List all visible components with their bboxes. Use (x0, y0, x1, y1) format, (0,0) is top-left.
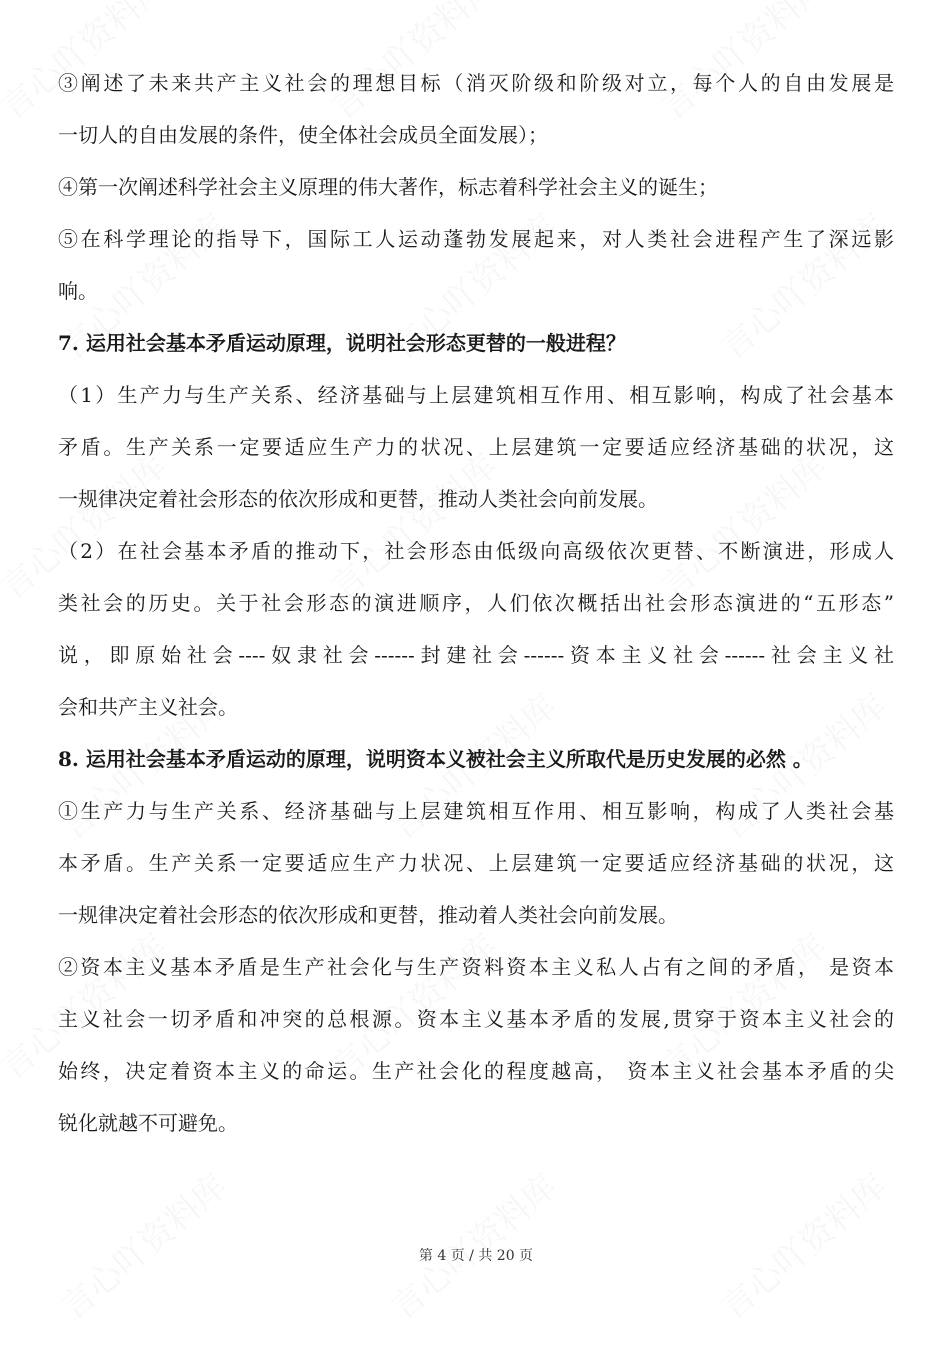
text-line: ①生产力与生产关系、经济基础与上层建筑相互作用、相互影响，构成了人类社会基 (58, 799, 894, 823)
document-body (58, 57, 894, 1149)
text-line: 一规律决定着社会形态的依次形成和更替，推动着人类社会向前发展。 (58, 903, 678, 927)
text-line: 本矛盾。生产关系一定要适应生产力状况、上层建筑一定要适应经济基础的状况，这 (58, 851, 894, 875)
paragraph (58, 369, 894, 525)
paragraph (58, 785, 894, 941)
text-line: 始终，决定着资本主义的命运。生产社会化的程度越高， 资本主义社会基本矛盾的尖 (58, 1059, 894, 1083)
text-line: ②资本主义基本矛盾是生产社会化与生产资料资本主义私人占有之间的矛盾， 是资本 (58, 955, 894, 979)
text-line: 一规律决定着社会形态的依次形成和更替，推动人类社会向前发展。 (58, 487, 658, 511)
text-line: 7. 运用社会基本矛盾运动原理，说明社会形态更替的一般进程？ (58, 331, 626, 355)
paragraph (58, 213, 894, 317)
text-line: ③阐述了未来共产主义社会的理想目标（消灭阶级和阶级对立，每个人的自由发展是 (58, 71, 894, 95)
paragraph (58, 525, 894, 733)
text-line: 主义社会一切矛盾和冲突的总根源。资本主义基本矛盾的发展,贯穿于资本主义社会的 (58, 1007, 894, 1031)
text-line: （2）在社会基本矛盾的推动下，社会形态由低级向高级依次更替、不断演进，形成人 (58, 539, 894, 563)
text-line: 一切人的自由发展的条件，使全体社会成员全面发展）； (58, 123, 548, 147)
question-heading (58, 733, 894, 785)
text-line: 矛盾。生产关系一定要适应生产力的状况、上层建筑一定要适应经济基础的状况，这 (58, 435, 894, 459)
text-line: 8. 运用社会基本矛盾运动的原理，说明资本义被社会主义所取代是历史发展的必然 。 (58, 747, 813, 771)
page-footer: 第 4 页 / 共 20 页 (418, 1248, 534, 1264)
paragraph (58, 941, 894, 1149)
text-line: 锐化就越不可避免。 (58, 1111, 238, 1135)
paragraph (58, 161, 894, 213)
text-line: ④第一次阐述科学社会主义原理的伟大著作，标志着科学社会主义的诞生； (58, 175, 718, 199)
text-line: （1）生产力与生产关系、经济基础与上层建筑相互作用、相互影响，构成了社会基本 (58, 383, 894, 407)
text-line: 响。 (58, 279, 98, 303)
text-line: 会和共产主义社会。 (58, 695, 238, 719)
text-line: 说，即原始社会----奴隶社会------封建社会------资本主义社会------社会主义社 (58, 643, 894, 667)
text-line: 类社会的历史。关于社会形态的演进顺序，人们依次概括出社会形态演进的“五形态” (58, 591, 894, 615)
paragraph (58, 57, 894, 161)
question-heading (58, 317, 894, 369)
text-line: ⑤在科学理论的指导下，国际工人运动蓬勃发展起来，对人类社会进程产生了深远影 (58, 227, 894, 251)
